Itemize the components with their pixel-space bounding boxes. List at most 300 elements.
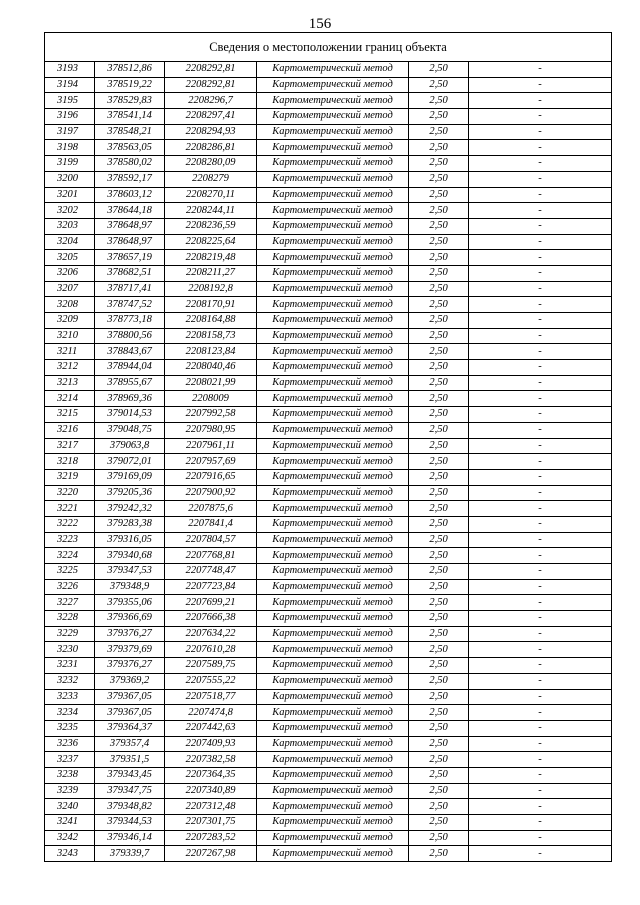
method-cell: Картометрический метод [257,109,409,125]
point-number-cell: 3218 [45,454,95,470]
x-coordinate-cell: 379343,45 [95,767,165,783]
accuracy-cell: 2,50 [409,579,469,595]
description-cell: - [469,344,612,360]
description-cell: - [469,156,612,172]
x-coordinate-cell: 378944,04 [95,360,165,376]
point-number-cell: 3194 [45,77,95,93]
method-cell: Картометрический метод [257,93,409,109]
x-coordinate-cell: 378592,17 [95,171,165,187]
point-number-cell: 3205 [45,250,95,266]
accuracy-cell: 2,50 [409,109,469,125]
method-cell: Картометрический метод [257,140,409,156]
x-coordinate-cell: 379366,69 [95,611,165,627]
point-number-cell: 3211 [45,344,95,360]
accuracy-cell: 2,50 [409,218,469,234]
description-cell: - [469,752,612,768]
accuracy-cell: 2,50 [409,77,469,93]
point-number-cell: 3235 [45,720,95,736]
description-cell: - [469,77,612,93]
x-coordinate-cell: 379014,53 [95,407,165,423]
point-number-cell: 3208 [45,297,95,313]
accuracy-cell: 2,50 [409,438,469,454]
x-coordinate-cell: 379367,05 [95,689,165,705]
point-number-cell: 3243 [45,846,95,862]
x-coordinate-cell: 379376,27 [95,626,165,642]
accuracy-cell: 2,50 [409,391,469,407]
accuracy-cell: 2,50 [409,422,469,438]
y-coordinate-cell: 2207768,81 [165,548,257,564]
y-coordinate-cell: 2207699,21 [165,595,257,611]
y-coordinate-cell: 2207442,63 [165,720,257,736]
description-cell: - [469,407,612,423]
x-coordinate-cell: 378541,14 [95,109,165,125]
y-coordinate-cell: 2207980,95 [165,422,257,438]
accuracy-cell: 2,50 [409,344,469,360]
method-cell: Картометрический метод [257,375,409,391]
table-row [45,830,612,846]
y-coordinate-cell: 2208211,27 [165,265,257,281]
method-cell: Картометрический метод [257,626,409,642]
point-number-cell: 3234 [45,705,95,721]
table-row [45,250,612,266]
description-cell: - [469,454,612,470]
accuracy-cell: 2,50 [409,548,469,564]
accuracy-cell: 2,50 [409,673,469,689]
boundary-table [44,32,612,862]
point-number-cell: 3212 [45,360,95,376]
description-cell: - [469,422,612,438]
table-row [45,140,612,156]
description-cell: - [469,830,612,846]
x-coordinate-cell: 379347,75 [95,783,165,799]
point-number-cell: 3209 [45,313,95,329]
table-row [45,469,612,485]
x-coordinate-cell: 379376,27 [95,658,165,674]
y-coordinate-cell: 2207267,98 [165,846,257,862]
description-cell: - [469,767,612,783]
x-coordinate-cell: 378519,22 [95,77,165,93]
accuracy-cell: 2,50 [409,265,469,281]
y-coordinate-cell: 2208296,7 [165,93,257,109]
y-coordinate-cell: 2208280,09 [165,156,257,172]
point-number-cell: 3236 [45,736,95,752]
x-coordinate-cell: 378969,36 [95,391,165,407]
y-coordinate-cell: 2208219,48 [165,250,257,266]
x-coordinate-cell: 379369,2 [95,673,165,689]
point-number-cell: 3203 [45,218,95,234]
method-cell: Картометрический метод [257,124,409,140]
point-number-cell: 3216 [45,422,95,438]
table-row [45,611,612,627]
point-number-cell: 3240 [45,799,95,815]
point-number-cell: 3196 [45,109,95,125]
x-coordinate-cell: 378773,18 [95,313,165,329]
table-row [45,767,612,783]
table-row [45,720,612,736]
table-row [45,328,612,344]
accuracy-cell: 2,50 [409,281,469,297]
table-row [45,752,612,768]
y-coordinate-cell: 2207382,58 [165,752,257,768]
table-row [45,297,612,313]
accuracy-cell: 2,50 [409,720,469,736]
point-number-cell: 3200 [45,171,95,187]
method-cell: Картометрический метод [257,218,409,234]
y-coordinate-cell: 2208297,41 [165,109,257,125]
method-cell: Картометрический метод [257,171,409,187]
point-number-cell: 3233 [45,689,95,705]
x-coordinate-cell: 379367,05 [95,705,165,721]
description-cell: - [469,171,612,187]
method-cell: Картометрический метод [257,579,409,595]
x-coordinate-cell: 379357,4 [95,736,165,752]
y-coordinate-cell: 2207957,69 [165,454,257,470]
method-cell: Картометрический метод [257,328,409,344]
description-cell: - [469,720,612,736]
description-cell: - [469,548,612,564]
point-number-cell: 3228 [45,611,95,627]
y-coordinate-cell: 2207474,8 [165,705,257,721]
method-cell: Картометрический метод [257,595,409,611]
description-cell: - [469,140,612,156]
accuracy-cell: 2,50 [409,250,469,266]
table-row [45,187,612,203]
accuracy-cell: 2,50 [409,658,469,674]
table-row [45,281,612,297]
accuracy-cell: 2,50 [409,595,469,611]
table-body [45,62,612,862]
x-coordinate-cell: 378800,56 [95,328,165,344]
point-number-cell: 3197 [45,124,95,140]
y-coordinate-cell: 2208236,59 [165,218,257,234]
accuracy-cell: 2,50 [409,62,469,78]
x-coordinate-cell: 379348,9 [95,579,165,595]
y-coordinate-cell: 2208021,99 [165,375,257,391]
table-row [45,642,612,658]
method-cell: Картометрический метод [257,516,409,532]
description-cell: - [469,93,612,109]
point-number-cell: 3210 [45,328,95,344]
method-cell: Картометрический метод [257,501,409,517]
method-cell: Картометрический метод [257,642,409,658]
table-row [45,203,612,219]
point-number-cell: 3224 [45,548,95,564]
table-row [45,344,612,360]
table-row [45,265,612,281]
point-number-cell: 3198 [45,140,95,156]
y-coordinate-cell: 2208158,73 [165,328,257,344]
accuracy-cell: 2,50 [409,171,469,187]
table-row [45,62,612,78]
description-cell: - [469,281,612,297]
method-cell: Картометрический метод [257,407,409,423]
description-cell: - [469,532,612,548]
accuracy-cell: 2,50 [409,485,469,501]
description-cell: - [469,611,612,627]
accuracy-cell: 2,50 [409,156,469,172]
description-cell: - [469,375,612,391]
x-coordinate-cell: 379346,14 [95,830,165,846]
accuracy-cell: 2,50 [409,846,469,862]
point-number-cell: 3222 [45,516,95,532]
y-coordinate-cell: 2207301,75 [165,815,257,831]
y-coordinate-cell: 2207961,11 [165,438,257,454]
table-row [45,815,612,831]
accuracy-cell: 2,50 [409,752,469,768]
method-cell: Картометрический метод [257,297,409,313]
y-coordinate-cell: 2208225,64 [165,234,257,250]
x-coordinate-cell: 379379,69 [95,642,165,658]
table-row [45,532,612,548]
point-number-cell: 3229 [45,626,95,642]
point-number-cell: 3219 [45,469,95,485]
y-coordinate-cell: 2207992,58 [165,407,257,423]
y-coordinate-cell: 2208170,91 [165,297,257,313]
accuracy-cell: 2,50 [409,93,469,109]
table-row [45,626,612,642]
x-coordinate-cell: 378603,12 [95,187,165,203]
description-cell: - [469,846,612,862]
table-row [45,658,612,674]
method-cell: Картометрический метод [257,187,409,203]
y-coordinate-cell: 2207723,84 [165,579,257,595]
x-coordinate-cell: 378747,52 [95,297,165,313]
accuracy-cell: 2,50 [409,407,469,423]
method-cell: Картометрический метод [257,830,409,846]
table-row [45,77,612,93]
y-coordinate-cell: 2208040,46 [165,360,257,376]
point-number-cell: 3215 [45,407,95,423]
description-cell: - [469,689,612,705]
description-cell: - [469,642,612,658]
accuracy-cell: 2,50 [409,234,469,250]
method-cell: Картометрический метод [257,391,409,407]
point-number-cell: 3195 [45,93,95,109]
table-row [45,501,612,517]
x-coordinate-cell: 378657,19 [95,250,165,266]
table-row [45,783,612,799]
y-coordinate-cell: 2208286,81 [165,140,257,156]
method-cell: Картометрический метод [257,564,409,580]
table-row [45,360,612,376]
point-number-cell: 3241 [45,815,95,831]
method-cell: Картометрический метод [257,767,409,783]
method-cell: Картометрический метод [257,611,409,627]
accuracy-cell: 2,50 [409,360,469,376]
point-number-cell: 3237 [45,752,95,768]
y-coordinate-cell: 2207610,28 [165,642,257,658]
table-row [45,93,612,109]
method-cell: Картометрический метод [257,438,409,454]
y-coordinate-cell: 2207589,75 [165,658,257,674]
point-number-cell: 3206 [45,265,95,281]
point-number-cell: 3207 [45,281,95,297]
x-coordinate-cell: 379205,36 [95,485,165,501]
accuracy-cell: 2,50 [409,705,469,721]
description-cell: - [469,485,612,501]
description-cell: - [469,626,612,642]
y-coordinate-cell: 2208292,81 [165,77,257,93]
description-cell: - [469,564,612,580]
accuracy-cell: 2,50 [409,469,469,485]
table-row [45,705,612,721]
accuracy-cell: 2,50 [409,501,469,517]
y-coordinate-cell: 2208192,8 [165,281,257,297]
description-cell: - [469,62,612,78]
x-coordinate-cell: 379169,09 [95,469,165,485]
table-row [45,407,612,423]
method-cell: Картометрический метод [257,752,409,768]
y-coordinate-cell: 2207283,52 [165,830,257,846]
method-cell: Картометрический метод [257,313,409,329]
accuracy-cell: 2,50 [409,187,469,203]
method-cell: Картометрический метод [257,344,409,360]
y-coordinate-cell: 2207555,22 [165,673,257,689]
x-coordinate-cell: 378843,67 [95,344,165,360]
table-row [45,689,612,705]
table-row [45,579,612,595]
accuracy-cell: 2,50 [409,532,469,548]
description-cell: - [469,516,612,532]
accuracy-cell: 2,50 [409,611,469,627]
method-cell: Картометрический метод [257,62,409,78]
table-row [45,218,612,234]
y-coordinate-cell: 2207364,35 [165,767,257,783]
x-coordinate-cell: 378648,97 [95,218,165,234]
x-coordinate-cell: 379355,06 [95,595,165,611]
x-coordinate-cell: 379339,7 [95,846,165,862]
method-cell: Картометрический метод [257,203,409,219]
point-number-cell: 3238 [45,767,95,783]
x-coordinate-cell: 378682,51 [95,265,165,281]
point-number-cell: 3214 [45,391,95,407]
table-row [45,516,612,532]
description-cell: - [469,313,612,329]
point-number-cell: 3213 [45,375,95,391]
accuracy-cell: 2,50 [409,642,469,658]
accuracy-cell: 2,50 [409,124,469,140]
y-coordinate-cell: 2208294,93 [165,124,257,140]
method-cell: Картометрический метод [257,720,409,736]
y-coordinate-cell: 2207916,65 [165,469,257,485]
table-row [45,846,612,862]
description-cell: - [469,783,612,799]
x-coordinate-cell: 378580,02 [95,156,165,172]
table-row [45,234,612,250]
method-cell: Картометрический метод [257,360,409,376]
description-cell: - [469,815,612,831]
y-coordinate-cell: 2207841,4 [165,516,257,532]
point-number-cell: 3239 [45,783,95,799]
y-coordinate-cell: 2208009 [165,391,257,407]
x-coordinate-cell: 378548,21 [95,124,165,140]
description-cell: - [469,469,612,485]
table-row [45,454,612,470]
method-cell: Картометрический метод [257,846,409,862]
x-coordinate-cell: 379348,82 [95,799,165,815]
description-cell: - [469,391,612,407]
point-number-cell: 3221 [45,501,95,517]
description-cell: - [469,218,612,234]
method-cell: Картометрический метод [257,469,409,485]
accuracy-cell: 2,50 [409,815,469,831]
table-row [45,156,612,172]
description-cell: - [469,360,612,376]
x-coordinate-cell: 379242,32 [95,501,165,517]
point-number-cell: 3202 [45,203,95,219]
table-row [45,799,612,815]
accuracy-cell: 2,50 [409,328,469,344]
x-coordinate-cell: 378955,67 [95,375,165,391]
description-cell: - [469,595,612,611]
point-number-cell: 3201 [45,187,95,203]
x-coordinate-cell: 378717,41 [95,281,165,297]
table-row [45,438,612,454]
description-cell: - [469,438,612,454]
point-number-cell: 3231 [45,658,95,674]
point-number-cell: 3217 [45,438,95,454]
table-row [45,109,612,125]
description-cell: - [469,297,612,313]
description-cell: - [469,328,612,344]
method-cell: Картометрический метод [257,454,409,470]
method-cell: Картометрический метод [257,673,409,689]
y-coordinate-cell: 2207409,93 [165,736,257,752]
x-coordinate-cell: 379347,53 [95,564,165,580]
y-coordinate-cell: 2208279 [165,171,257,187]
x-coordinate-cell: 379316,05 [95,532,165,548]
method-cell: Картометрический метод [257,265,409,281]
boundary-table-container [44,32,611,862]
description-cell: - [469,673,612,689]
point-number-cell: 3230 [45,642,95,658]
description-cell: - [469,579,612,595]
x-coordinate-cell: 379072,01 [95,454,165,470]
method-cell: Картометрический метод [257,815,409,831]
method-cell: Картометрический метод [257,799,409,815]
point-number-cell: 3227 [45,595,95,611]
point-number-cell: 3223 [45,532,95,548]
x-coordinate-cell: 378648,97 [95,234,165,250]
method-cell: Картометрический метод [257,485,409,501]
method-cell: Картометрический метод [257,705,409,721]
page-number: 156 [308,16,332,32]
table-row [45,171,612,187]
description-cell: - [469,250,612,266]
x-coordinate-cell: 379283,38 [95,516,165,532]
method-cell: Картометрический метод [257,422,409,438]
accuracy-cell: 2,50 [409,297,469,313]
x-coordinate-cell: 378563,05 [95,140,165,156]
table-row [45,375,612,391]
accuracy-cell: 2,50 [409,564,469,580]
accuracy-cell: 2,50 [409,313,469,329]
y-coordinate-cell: 2208270,11 [165,187,257,203]
description-cell: - [469,203,612,219]
method-cell: Картометрический метод [257,689,409,705]
x-coordinate-cell: 378512,86 [95,62,165,78]
x-coordinate-cell: 379063,8 [95,438,165,454]
description-cell: - [469,265,612,281]
method-cell: Картометрический метод [257,532,409,548]
accuracy-cell: 2,50 [409,736,469,752]
accuracy-cell: 2,50 [409,516,469,532]
description-cell: - [469,736,612,752]
accuracy-cell: 2,50 [409,689,469,705]
table-row [45,313,612,329]
point-number-cell: 3199 [45,156,95,172]
accuracy-cell: 2,50 [409,203,469,219]
